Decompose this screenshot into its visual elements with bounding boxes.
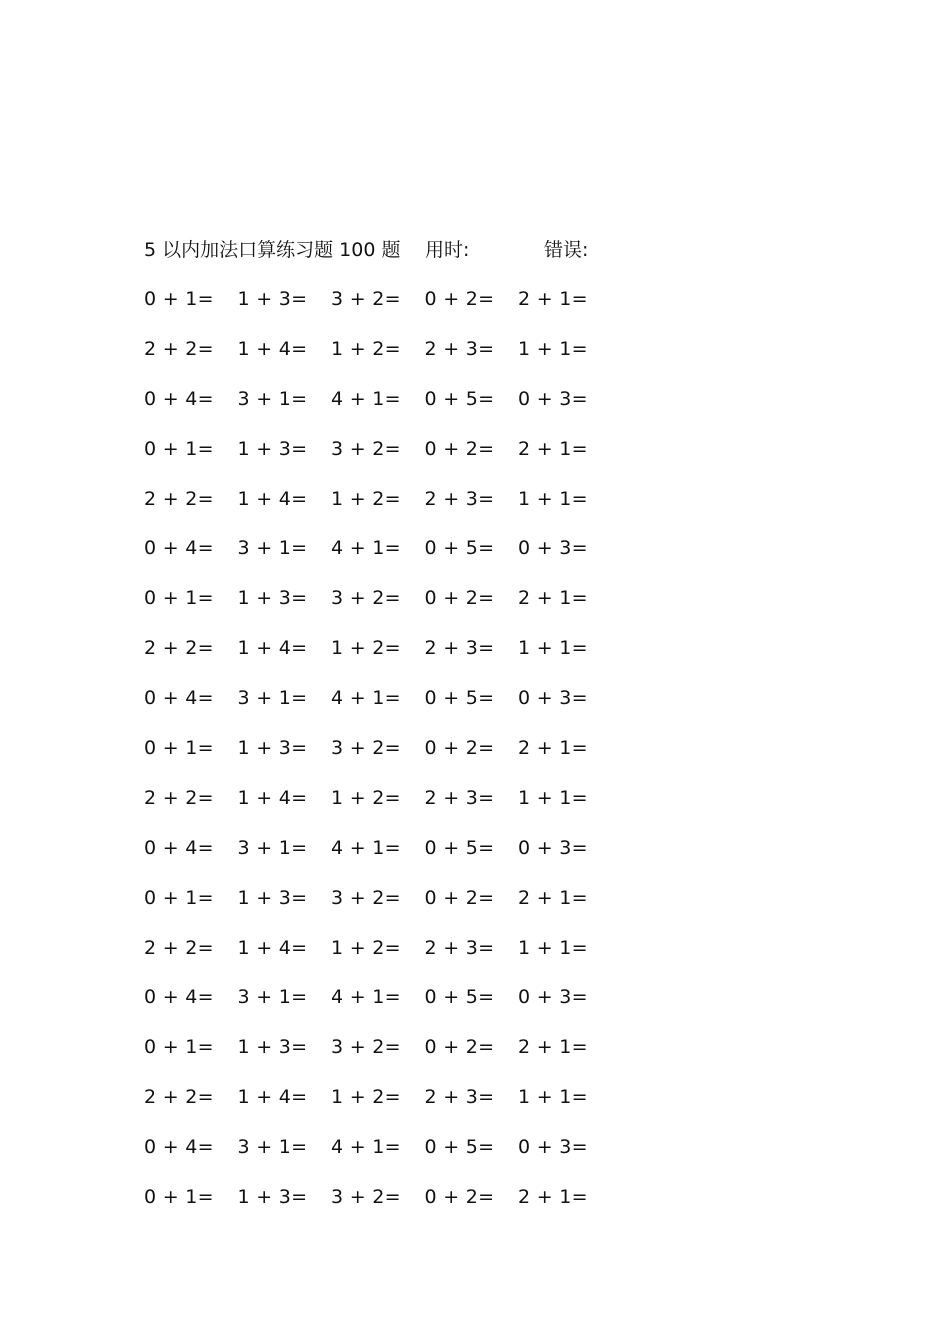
addition-problem: 3 + 1= bbox=[237, 687, 308, 710]
addition-problem: 2 + 1= bbox=[518, 1036, 588, 1059]
problem-row bbox=[144, 634, 744, 684]
time-used-label: 用时: bbox=[425, 239, 470, 261]
addition-problem: 1 + 4= bbox=[237, 637, 308, 660]
addition-problem: 1 + 3= bbox=[237, 288, 308, 310]
addition-problem: 3 + 1= bbox=[237, 537, 308, 560]
addition-problem: 0 + 2= bbox=[424, 1036, 495, 1059]
addition-problem: 0 + 4= bbox=[144, 986, 214, 1009]
addition-problem: 0 + 3= bbox=[518, 687, 588, 710]
addition-problem: 3 + 2= bbox=[331, 288, 401, 310]
addition-problem: 4 + 1= bbox=[331, 537, 401, 560]
addition-problem: 3 + 1= bbox=[237, 387, 308, 410]
addition-problem: 0 + 4= bbox=[144, 836, 214, 859]
addition-problem: 0 + 1= bbox=[144, 288, 214, 310]
addition-problem: 0 + 2= bbox=[424, 737, 495, 760]
problem-row bbox=[144, 734, 744, 784]
addition-problem: 2 + 2= bbox=[144, 487, 214, 510]
addition-problem: 1 + 2= bbox=[331, 487, 401, 510]
problem-row bbox=[144, 285, 744, 335]
addition-problem: 0 + 2= bbox=[424, 288, 495, 310]
addition-problem: 1 + 4= bbox=[237, 487, 308, 510]
addition-problem: 2 + 3= bbox=[424, 1086, 495, 1109]
problem-row bbox=[144, 1133, 744, 1183]
addition-problem: 4 + 1= bbox=[331, 836, 401, 859]
addition-problem: 0 + 5= bbox=[424, 986, 495, 1009]
problem-row bbox=[144, 485, 744, 535]
addition-problem: 2 + 2= bbox=[144, 786, 214, 809]
addition-problem: 1 + 4= bbox=[237, 337, 308, 360]
addition-problem: 0 + 2= bbox=[424, 587, 495, 610]
addition-problem: 0 + 1= bbox=[144, 1186, 214, 1209]
addition-problem: 0 + 1= bbox=[144, 437, 214, 460]
addition-problem: 0 + 4= bbox=[144, 1136, 214, 1159]
addition-problem: 1 + 3= bbox=[237, 587, 308, 610]
addition-problem: 0 + 3= bbox=[518, 986, 588, 1009]
addition-problem: 3 + 2= bbox=[331, 1186, 401, 1209]
problem-row bbox=[144, 534, 744, 584]
addition-problem: 2 + 3= bbox=[424, 487, 495, 510]
problem-row bbox=[144, 1033, 744, 1083]
addition-problem: 1 + 3= bbox=[237, 437, 308, 460]
addition-problem: 0 + 4= bbox=[144, 537, 214, 560]
addition-problem: 0 + 3= bbox=[518, 836, 588, 859]
addition-problem: 2 + 2= bbox=[144, 936, 214, 959]
addition-problem: 0 + 2= bbox=[424, 437, 495, 460]
addition-problem: 1 + 2= bbox=[331, 936, 401, 959]
addition-problem: 2 + 1= bbox=[518, 437, 588, 460]
addition-problem: 0 + 1= bbox=[144, 886, 214, 909]
addition-problem: 1 + 3= bbox=[237, 886, 308, 909]
addition-problem: 0 + 5= bbox=[424, 836, 495, 859]
addition-problem: 0 + 3= bbox=[518, 537, 588, 560]
problem-row bbox=[144, 1083, 744, 1133]
addition-problem: 1 + 1= bbox=[518, 487, 588, 510]
addition-problem: 4 + 1= bbox=[331, 1136, 401, 1159]
worksheet-title: 5 以内加法口算练习题 100 题 bbox=[144, 239, 401, 261]
addition-problem: 1 + 1= bbox=[518, 936, 588, 959]
addition-problem: 2 + 3= bbox=[424, 337, 495, 360]
addition-problem: 0 + 5= bbox=[424, 1136, 495, 1159]
problem-grid bbox=[144, 285, 744, 1233]
addition-problem: 2 + 1= bbox=[518, 288, 588, 310]
addition-problem: 0 + 1= bbox=[144, 587, 214, 610]
addition-problem: 2 + 2= bbox=[144, 337, 214, 360]
addition-problem: 0 + 5= bbox=[424, 387, 495, 410]
problem-row bbox=[144, 983, 744, 1033]
addition-problem: 0 + 1= bbox=[144, 1036, 214, 1059]
addition-problem: 4 + 1= bbox=[331, 687, 401, 710]
addition-problem: 2 + 1= bbox=[518, 587, 588, 610]
addition-problem: 0 + 4= bbox=[144, 687, 214, 710]
problem-row bbox=[144, 934, 744, 984]
addition-problem: 0 + 5= bbox=[424, 687, 495, 710]
addition-problem: 1 + 3= bbox=[237, 1186, 308, 1209]
addition-problem: 3 + 1= bbox=[237, 836, 308, 859]
problem-row bbox=[144, 584, 744, 634]
addition-problem: 4 + 1= bbox=[331, 387, 401, 410]
addition-problem: 3 + 2= bbox=[331, 886, 401, 909]
problem-row bbox=[144, 684, 744, 734]
addition-problem: 1 + 4= bbox=[237, 936, 308, 959]
addition-problem: 1 + 1= bbox=[518, 337, 588, 360]
addition-problem: 1 + 4= bbox=[237, 786, 308, 809]
addition-problem: 3 + 2= bbox=[331, 737, 401, 760]
addition-problem: 1 + 4= bbox=[237, 1086, 308, 1109]
addition-problem: 1 + 2= bbox=[331, 786, 401, 809]
addition-problem: 1 + 1= bbox=[518, 1086, 588, 1109]
addition-problem: 1 + 3= bbox=[237, 737, 308, 760]
addition-problem: 1 + 3= bbox=[237, 1036, 308, 1059]
addition-problem: 3 + 2= bbox=[331, 1036, 401, 1059]
addition-problem: 1 + 2= bbox=[331, 637, 401, 660]
addition-problem: 2 + 1= bbox=[518, 1186, 588, 1209]
addition-problem: 3 + 2= bbox=[331, 587, 401, 610]
problem-row bbox=[144, 884, 744, 934]
addition-problem: 0 + 3= bbox=[518, 1136, 588, 1159]
problem-row bbox=[144, 1183, 744, 1233]
addition-problem: 1 + 2= bbox=[331, 1086, 401, 1109]
addition-problem: 0 + 2= bbox=[424, 886, 495, 909]
addition-problem: 2 + 3= bbox=[424, 786, 495, 809]
addition-problem: 4 + 1= bbox=[331, 986, 401, 1009]
addition-problem: 2 + 1= bbox=[518, 886, 588, 909]
addition-problem: 2 + 2= bbox=[144, 637, 214, 660]
addition-problem: 0 + 5= bbox=[424, 537, 495, 560]
problem-row bbox=[144, 784, 744, 834]
addition-problem: 2 + 1= bbox=[518, 737, 588, 760]
addition-problem: 1 + 2= bbox=[331, 337, 401, 360]
problem-row bbox=[144, 435, 744, 485]
problem-row bbox=[144, 834, 744, 884]
problem-row bbox=[144, 385, 744, 435]
error-count-label: 错误: bbox=[544, 239, 589, 261]
addition-problem: 0 + 2= bbox=[424, 1186, 495, 1209]
addition-problem: 2 + 2= bbox=[144, 1086, 214, 1109]
addition-problem: 3 + 1= bbox=[237, 986, 308, 1009]
addition-problem: 1 + 1= bbox=[518, 786, 588, 809]
addition-problem: 2 + 3= bbox=[424, 637, 495, 660]
problem-row bbox=[144, 335, 744, 385]
addition-problem: 1 + 1= bbox=[518, 637, 588, 660]
addition-problem: 3 + 1= bbox=[237, 1136, 308, 1159]
addition-problem: 0 + 1= bbox=[144, 737, 214, 760]
addition-problem: 0 + 3= bbox=[518, 387, 588, 410]
addition-problem: 2 + 3= bbox=[424, 936, 495, 959]
addition-problem: 3 + 2= bbox=[331, 437, 401, 460]
worksheet-header bbox=[0, 236, 950, 264]
addition-problem: 0 + 4= bbox=[144, 387, 214, 410]
